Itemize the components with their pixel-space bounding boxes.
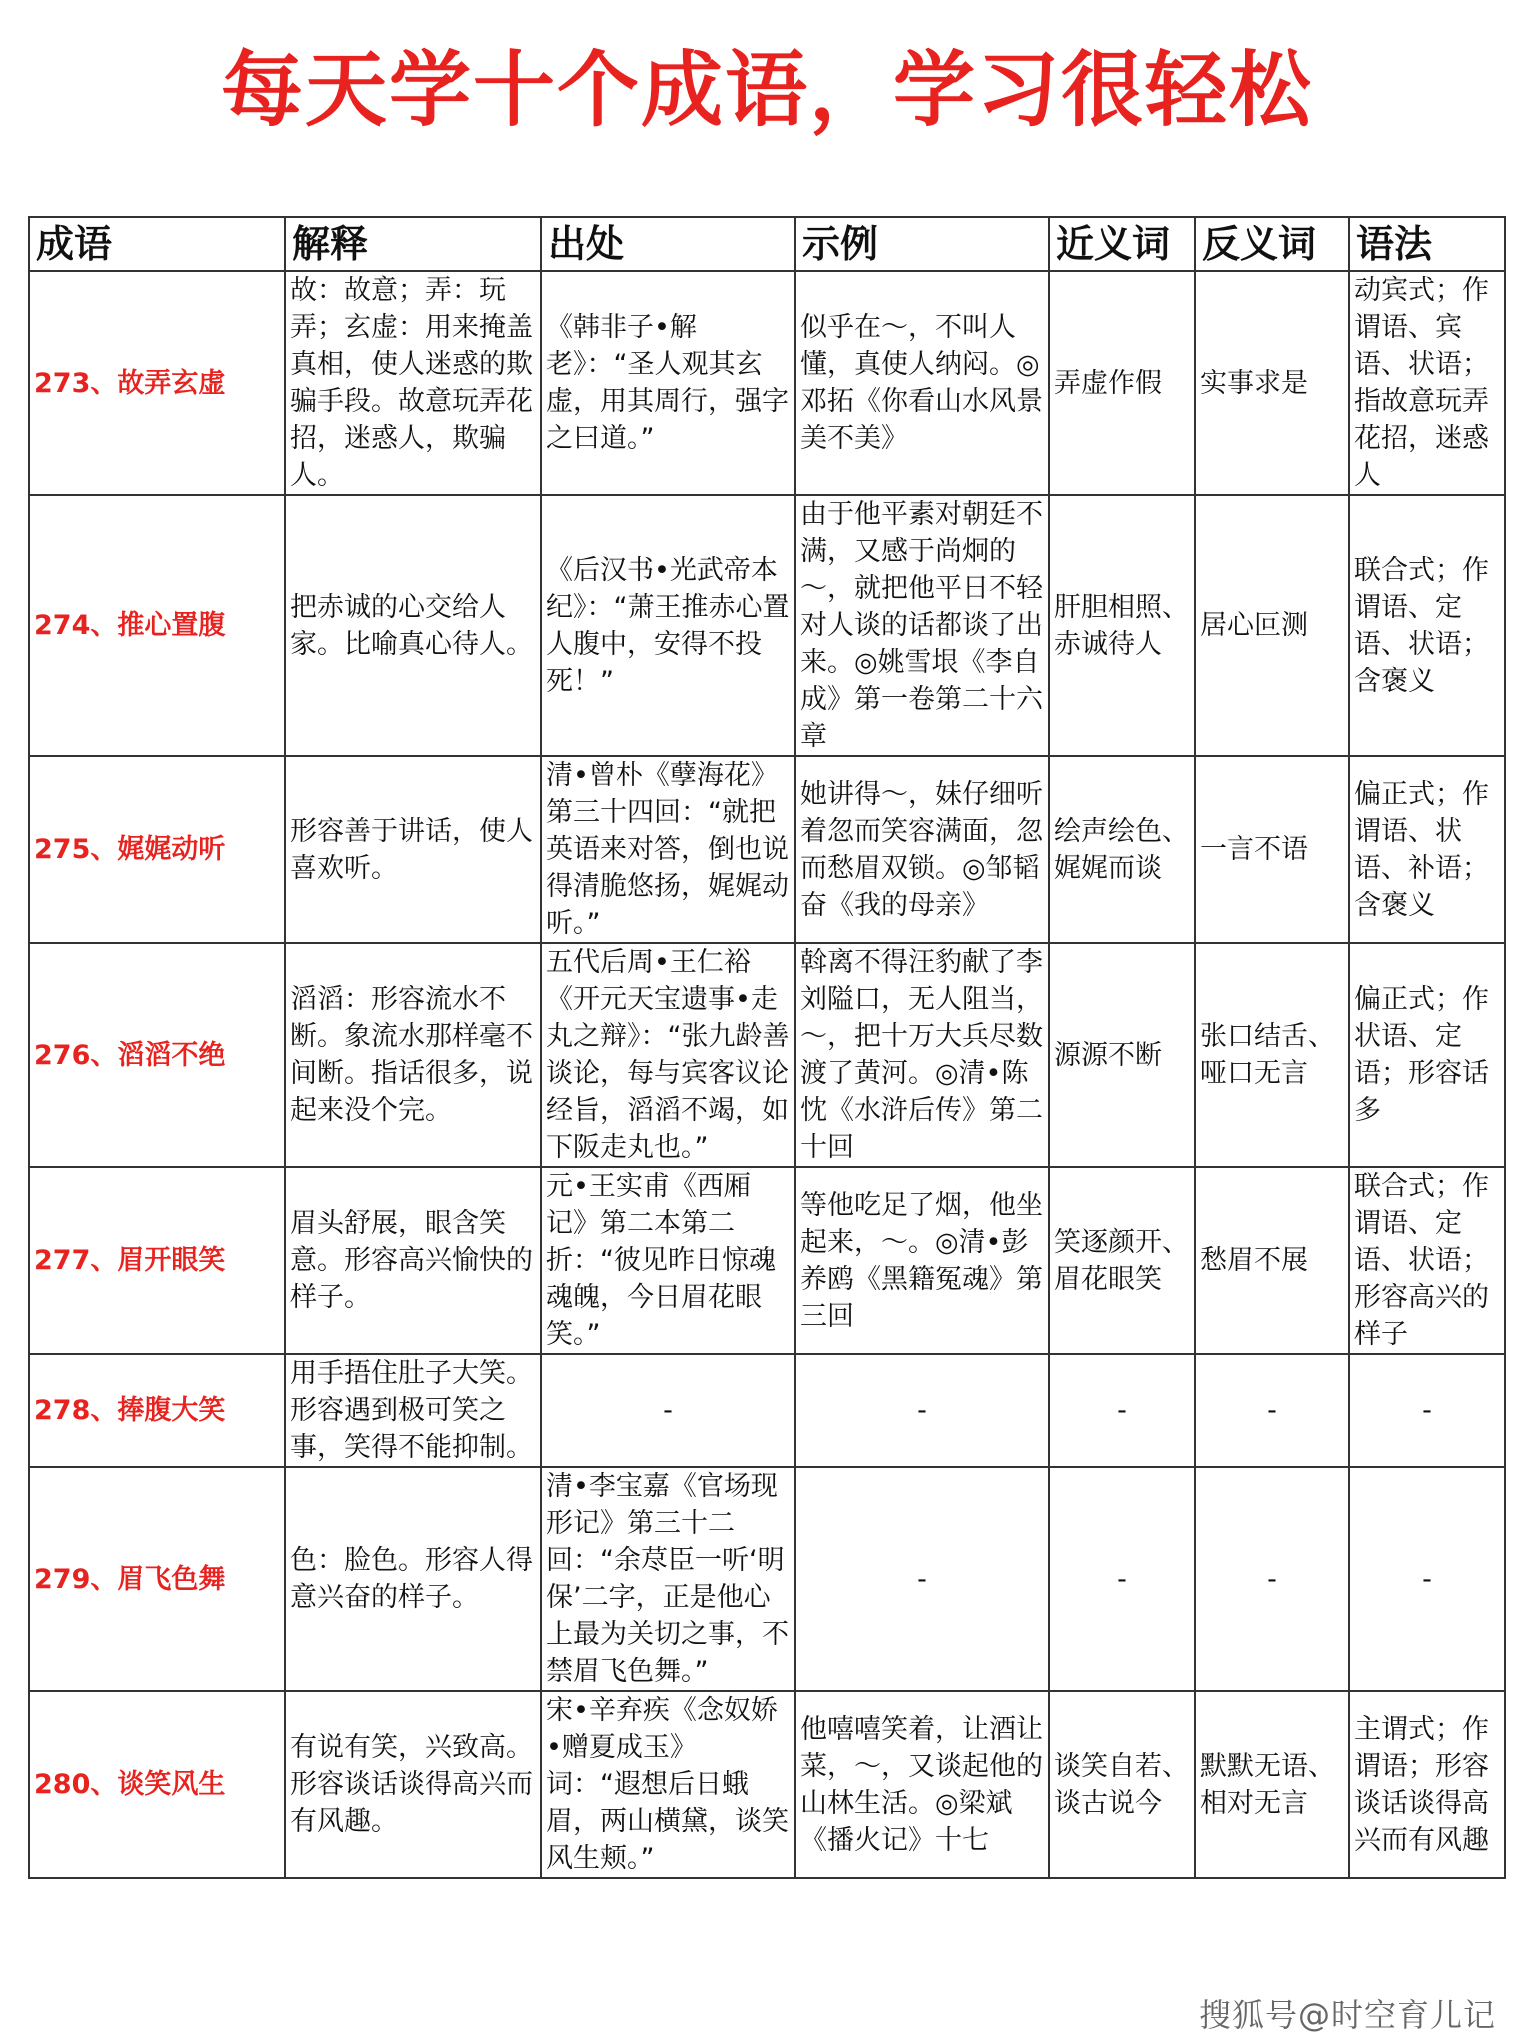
- synonym-cell: 弄虚作假: [1049, 271, 1195, 495]
- column-header-antonym: 反义词: [1195, 217, 1349, 271]
- source-cell: 《韩非子•解老》：“圣人观其玄虚，用其周行，强字之曰道。”: [541, 271, 795, 495]
- grammar-cell: -: [1349, 1354, 1505, 1467]
- source-cell: 五代后周•王仁裕《开元天宝遗事•走丸之辩》：“张九龄善谈论，每与宾客议论经旨，滔滔不竭，如下阪走丸也。”: [541, 943, 795, 1167]
- table-row: [29, 1167, 1505, 1354]
- source-cell: 清•曾朴《孽海花》第三十四回：“就把英语来对答，倒也说得清脆悠扬，娓娓动听。”: [541, 756, 795, 943]
- antonym-cell: -: [1195, 1354, 1349, 1467]
- idiom-table: [28, 216, 1506, 1879]
- table-row: [29, 271, 1505, 495]
- idiom-cell: 280、谈笑风生: [29, 1691, 285, 1878]
- header-row: [29, 217, 1505, 271]
- synonym-cell: -: [1049, 1354, 1195, 1467]
- example-cell: 似乎在～，不叫人懂，真使人纳闷。◎邓拓《你看山水风景美不美》: [795, 271, 1049, 495]
- grammar-cell: 偏正式；作状语、定语；形容话多: [1349, 943, 1505, 1167]
- synonym-cell: 谈笑自若、谈古说今: [1049, 1691, 1195, 1878]
- example-cell: 等他吃足了烟，他坐起来，～。◎清•彭养鸥《黑籍冤魂》第三回: [795, 1167, 1049, 1354]
- synonym-cell: 绘声绘色、娓娓而谈: [1049, 756, 1195, 943]
- source-cell: 清•李宝嘉《官场现形记》第三十二回：“余荩臣一听‘明保’二字，正是他心上最为关切之事，不禁眉飞色舞。”: [541, 1467, 795, 1691]
- antonym-cell: -: [1195, 1467, 1349, 1691]
- table-row: [29, 756, 1505, 943]
- grammar-cell: 动宾式；作谓语、宾语、状语；指故意玩弄花招，迷惑人: [1349, 271, 1505, 495]
- column-header-synonym: 近义词: [1049, 217, 1195, 271]
- explanation-cell: 用手捂住肚子大笑。形容遇到极可笑之事，笑得不能抑制。: [285, 1354, 541, 1467]
- explanation-cell: 把赤诚的心交给人家。比喻真心待人。: [285, 495, 541, 756]
- explanation-cell: 有说有笑，兴致高。形容谈话谈得高兴而有风趣。: [285, 1691, 541, 1878]
- idiom-cell: 274、推心置腹: [29, 495, 285, 756]
- antonym-cell: 愁眉不展: [1195, 1167, 1349, 1354]
- idiom-cell: 275、娓娓动听: [29, 756, 285, 943]
- column-header-explanation: 解释: [285, 217, 541, 271]
- column-header-source: 出处: [541, 217, 795, 271]
- table-row: [29, 1354, 1505, 1467]
- idiom-cell: 276、滔滔不绝: [29, 943, 285, 1167]
- antonym-cell: 默默无语、相对无言: [1195, 1691, 1349, 1878]
- antonym-cell: 张口结舌、哑口无言: [1195, 943, 1349, 1167]
- source-cell: 宋•辛弃疾《念奴娇•赠夏成玉》词：“遐想后日蛾眉，两山横黛，谈笑风生颊。”: [541, 1691, 795, 1878]
- column-header-example: 示例: [795, 217, 1049, 271]
- grammar-cell: 联合式；作谓语、定语、状语；含褒义: [1349, 495, 1505, 756]
- grammar-cell: -: [1349, 1467, 1505, 1691]
- explanation-cell: 滔滔：形容流水不断。象流水那样毫不间断。指话很多，说起来没个完。: [285, 943, 541, 1167]
- table-row: [29, 1467, 1505, 1691]
- synonym-cell: 源源不断: [1049, 943, 1195, 1167]
- grammar-cell: 偏正式；作谓语、状语、补语；含褒义: [1349, 756, 1505, 943]
- explanation-cell: 形容善于讲话，使人喜欢听。: [285, 756, 541, 943]
- explanation-cell: 色：脸色。形容人得意兴奋的样子。: [285, 1467, 541, 1691]
- grammar-cell: 主谓式；作谓语；形容谈话谈得高兴而有风趣: [1349, 1691, 1505, 1878]
- table-row: [29, 1691, 1505, 1878]
- antonym-cell: 实事求是: [1195, 271, 1349, 495]
- synonym-cell: 肝胆相照、赤诚待人: [1049, 495, 1195, 756]
- example-cell: 由于他平素对朝廷不满，又感于尚炯的～，就把他平日不轻对人谈的话都谈了出来。◎姚雪垠《李自成》第一卷第二十六章: [795, 495, 1049, 756]
- idiom-cell: 277、眉开眼笑: [29, 1167, 285, 1354]
- antonym-cell: 一言不语: [1195, 756, 1349, 943]
- table-row: [29, 943, 1505, 1167]
- example-cell: 她讲得～，妹仔细听着忽而笑容满面，忽而愁眉双锁。◎邹韬奋《我的母亲》: [795, 756, 1049, 943]
- column-header-idiom: 成语: [29, 217, 285, 271]
- watermark: 搜狐号@时空育儿记: [1198, 1996, 1496, 2034]
- idiom-cell: 273、故弄玄虚: [29, 271, 285, 495]
- antonym-cell: 居心叵测: [1195, 495, 1349, 756]
- table-row: [29, 495, 1505, 756]
- page-title: 每天学十个成语，学习很轻松: [220, 43, 1313, 138]
- explanation-cell: 眉头舒展，眼含笑意。形容高兴愉快的样子。: [285, 1167, 541, 1354]
- example-cell: -: [795, 1354, 1049, 1467]
- synonym-cell: -: [1049, 1467, 1195, 1691]
- grammar-cell: 联合式；作谓语、定语、状语；形容高兴的样子: [1349, 1167, 1505, 1354]
- example-cell: 斡离不得汪豹献了李刘隘口，无人阻当，～，把十万大兵尽数渡了黄河。◎清•陈忱《水浒后传》第二十回: [795, 943, 1049, 1167]
- explanation-cell: 故：故意；弄：玩弄；玄虚：用来掩盖真相，使人迷惑的欺骗手段。故意玩弄花招，迷惑人，欺骗人。: [285, 271, 541, 495]
- source-cell: 《后汉书•光武帝本纪》：“萧王推赤心置人腹中，安得不投死！”: [541, 495, 795, 756]
- idiom-cell: 279、眉飞色舞: [29, 1467, 285, 1691]
- idiom-cell: 278、捧腹大笑: [29, 1354, 285, 1467]
- example-cell: 他嘻嘻笑着，让酒让菜，～，又谈起他的山林生活。◎梁斌《播火记》十七: [795, 1691, 1049, 1878]
- example-cell: -: [795, 1467, 1049, 1691]
- synonym-cell: 笑逐颜开、眉花眼笑: [1049, 1167, 1195, 1354]
- source-cell: -: [541, 1354, 795, 1467]
- source-cell: 元•王实甫《西厢记》第二本第二折：“彼见昨日惊魂魂魄，今日眉花眼笑。”: [541, 1167, 795, 1354]
- column-header-grammar: 语法: [1349, 217, 1505, 271]
